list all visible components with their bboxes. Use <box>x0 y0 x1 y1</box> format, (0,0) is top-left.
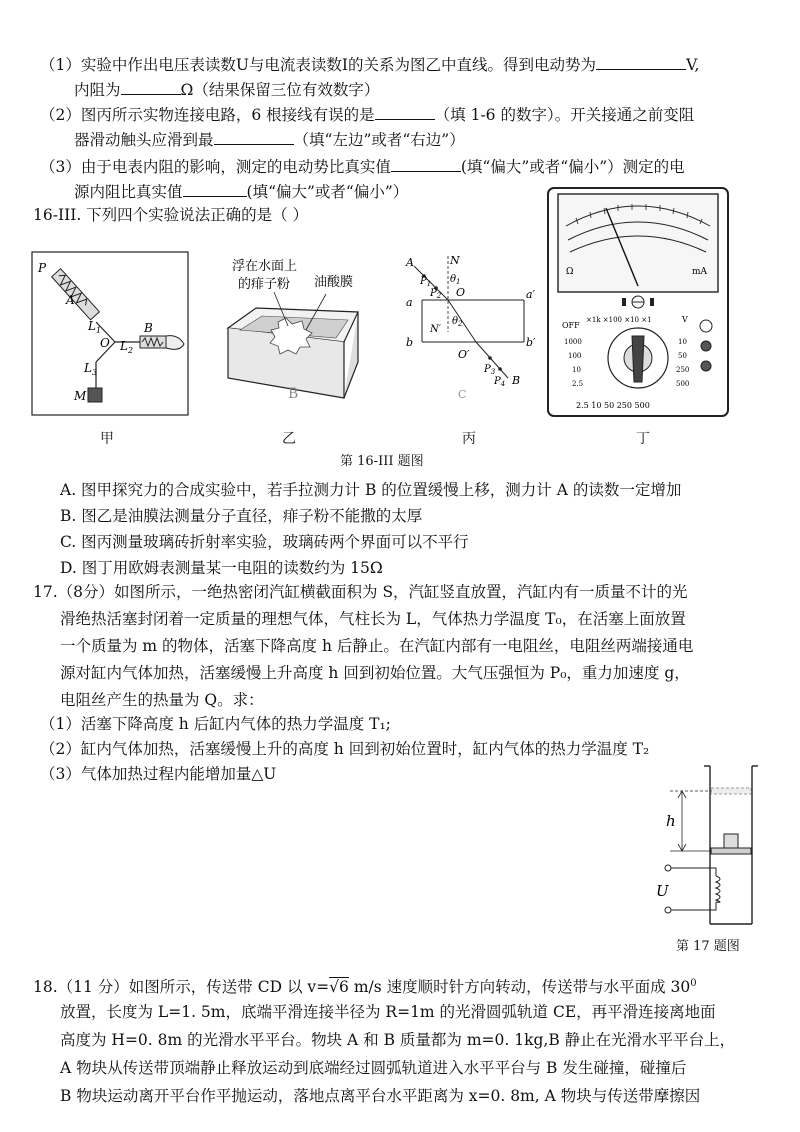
label-B: B <box>144 321 153 335</box>
label-M: M <box>74 389 87 403</box>
svg-text:2.5: 2.5 <box>572 380 584 388</box>
q18-line2: 放置，长度为 L=1. 5m，底端平滑连接半径为 R=1m 的光滑圆弧轨道 CE，再平滑连接离地面 <box>60 1003 716 1021</box>
label-B: B <box>288 386 299 402</box>
answer-blank[interactable] <box>596 53 686 70</box>
label-N-prime: N′ <box>430 324 442 335</box>
q18-line3: 高度为 H=0. 8m 的光滑水平平台。物块 A 和 B 质量都为 m=0. 1kg,B 静止在光滑水平平台上， <box>60 1031 736 1049</box>
label-b: b <box>406 336 414 349</box>
svg-text:500: 500 <box>676 380 690 388</box>
figure-label-jia: 甲 <box>100 431 114 447</box>
option-B: B. 图乙是油膜法测量分子直径，痱子粉不能撒的太厚 <box>60 507 423 525</box>
label-ranges: ×1k ×100 ×10 ×1 <box>586 316 652 324</box>
label-O: O <box>100 336 110 350</box>
option-A: A. 图甲探究力的合成实验中，若手拉测力计 B 的位置缓慢上移，测力计 A 的读数一定增加 <box>60 481 682 499</box>
svg-text:10: 10 <box>572 366 581 374</box>
q15-part3-line1: （3）由于电表内阻的影响，测定的电动势比真实值 (填“偏大”或者“偏小”）测定的电 <box>40 155 685 177</box>
label-L3: $L_3$ <box>84 361 98 377</box>
label-A: A <box>406 256 414 269</box>
label-U: U <box>656 882 669 900</box>
label-P3: $P_3$ <box>484 364 496 376</box>
figure-label-bing: 丙 <box>462 431 476 447</box>
label-B: B <box>512 374 521 387</box>
answer-blank[interactable] <box>121 78 181 95</box>
sqrt-value: √6 <box>329 978 349 997</box>
label-L2: $L_2$ <box>120 339 134 355</box>
q18-line1: 18.（11 分）如图所示，传送带 CD 以 v=√6 m/s 速度顺时针方向转动，传送带与水平面成 $30^0$ <box>33 978 697 997</box>
label-bottom-scale: 2.5 10 50 250 500 <box>576 401 650 410</box>
q15-part2-line2: 器滑动触头应滑到最 （填“左边”或者“右边”） <box>74 128 465 150</box>
label-N: N <box>450 254 460 267</box>
label-theta1: $\theta_1$ <box>450 274 461 286</box>
q18-line5: B 物块运动离开平台作平抛运动，落地点离平台水平距离为 x=0. 8m, A 物块与传送带摩擦因 <box>60 1087 701 1105</box>
q17-sub2: （2）缸内气体加热，活塞缓慢上升的高度 h 回到初始位置时，缸内气体的热力学温度 T₂ <box>40 740 650 758</box>
label-P2: $P_2$ <box>430 288 442 300</box>
answer-blank[interactable] <box>214 128 294 145</box>
label-film: 油酸膜 <box>314 275 354 290</box>
svg-text:250: 250 <box>676 366 690 374</box>
figure-yi <box>218 250 368 410</box>
svg-text:50: 50 <box>678 352 687 360</box>
figure-label-yi: 乙 <box>282 431 296 447</box>
label-A: A <box>66 293 75 307</box>
q15-part3-line2: 源内阻比真实值 (填“偏大”或者“偏小”） <box>74 180 408 202</box>
label-h: h <box>666 812 676 830</box>
svg-text:1000: 1000 <box>564 338 582 346</box>
label-O-prime: O′ <box>458 348 470 361</box>
q17-line2: 滑绝热活塞封闭着一定质量的理想气体，气柱长为 L，气体热力学温度 T₀，在活塞上面放置 <box>60 610 686 628</box>
probe-jack[interactable] <box>701 361 711 371</box>
q15-part1-line1: （1）实验中作出电压表读数U与电流表读数I的关系为图乙中直线。得到电动势为 V, <box>40 53 699 75</box>
q15-part1-line2: 内阻为 Ω（结果保留三位有效数字） <box>74 78 379 100</box>
svg-text:10: 10 <box>678 338 687 346</box>
figure-caption-17: 第 17 题图 <box>676 939 740 954</box>
label-theta2: $\theta_2$ <box>452 316 463 328</box>
label-P1: $P_1$ <box>420 276 432 288</box>
figure-jia <box>30 250 195 420</box>
option-D: D. 图丁用欧姆表测量某一电阻的读数约为 15Ω <box>60 559 383 577</box>
q17-sub1: （1）活塞下降高度 h 后缸内气体的热力学温度 T₁; <box>40 715 391 733</box>
figure-label-ding: 丁 <box>636 431 650 447</box>
q17-line3: 一个质量为 m 的物体，活塞下降高度 h 后静止。在汽缸内部有一电阻丝，电阻丝两端接通电 <box>60 637 694 655</box>
q16-stem: 16-III. 下列四个实验说法正确的是（ ） <box>33 206 309 224</box>
label-powder-1: 浮在水面上 <box>232 259 298 274</box>
label-v: V <box>682 315 688 324</box>
q17-line4: 源对缸内气体加热，活塞缓慢上升高度 h 回到初始位置。大气压强恒为 P₀，重力加速度 g， <box>60 664 690 682</box>
label-ohm: Ω <box>566 267 574 277</box>
label-P: P <box>38 261 47 275</box>
answer-blank[interactable] <box>391 155 461 172</box>
probe-jack[interactable] <box>701 341 711 351</box>
answer-blank[interactable] <box>183 180 247 197</box>
svg-text:100: 100 <box>568 352 582 360</box>
label-powder-2: 的痱子粉 <box>238 277 291 292</box>
label-ma: mA <box>692 267 708 277</box>
q17-line5: 电阻丝产生的热量为 Q。求： <box>60 691 264 709</box>
answer-blank[interactable] <box>375 103 435 120</box>
label-off: OFF <box>562 321 580 330</box>
label-L1: $L_1$ <box>88 319 102 335</box>
q18-line4: A 物块从传送带顶端静止释放运动到底端经过圆弧轨道进入水平平台与 B 发生碰撞，碰撞后 <box>60 1059 687 1077</box>
q15-part2-line1: （2）图丙所示实物连接电路，6 根接线有误的是 （填 1-6 的数字）。开关接通之前变阻 <box>40 103 694 125</box>
label-P4: $P_4$ <box>494 376 506 388</box>
q17-sub3: （3）气体加热过程内能增加量△U <box>40 765 277 783</box>
label-O: O <box>456 286 466 299</box>
figure-17-cylinder <box>650 760 760 930</box>
q17-line1: 17.（8分）如图所示，一绝热密闭汽缸横截面积为 S，汽缸竖直放置，汽缸内有一质量不计的光 <box>33 583 688 601</box>
figure-caption-16: 第 16-III 题图 <box>340 454 424 469</box>
label-a: a <box>406 296 413 309</box>
figure-bing <box>400 250 540 410</box>
label-b-prime: b′ <box>526 336 536 349</box>
figure-ding-multimeter <box>546 186 732 420</box>
label-a-prime: a′ <box>526 288 536 301</box>
label-C: C <box>458 388 467 401</box>
option-C: C. 图丙测量玻璃砖折射率实验，玻璃砖两个界面可以不平行 <box>60 533 469 551</box>
